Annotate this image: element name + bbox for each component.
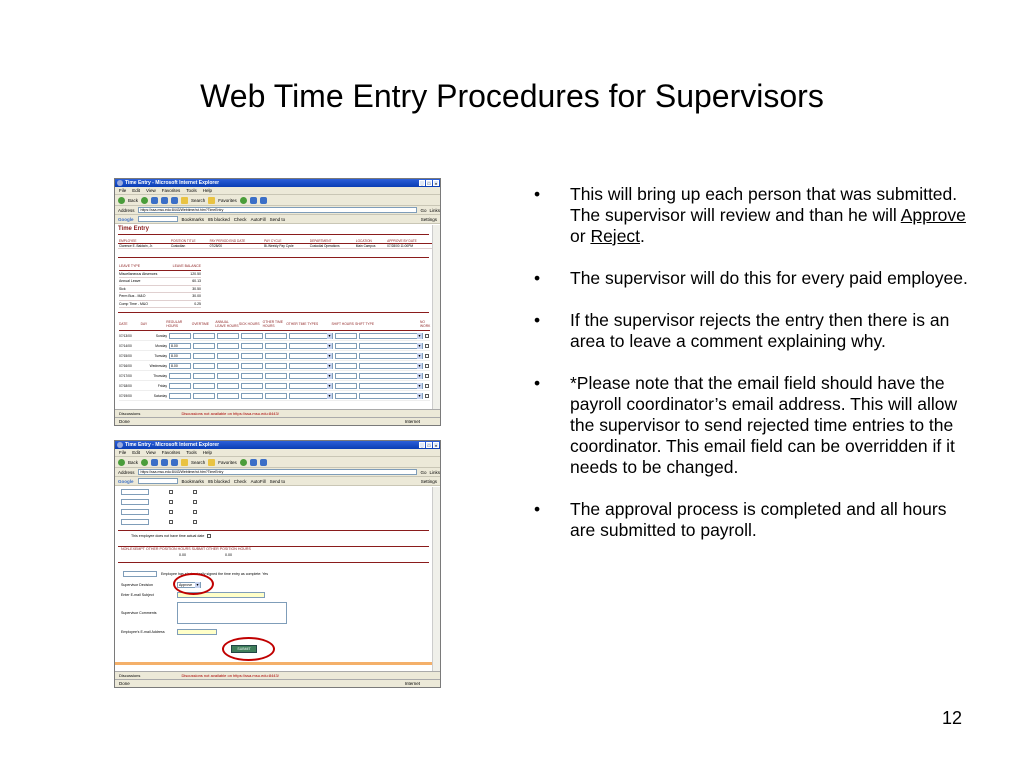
google-toolbar	[115, 215, 440, 224]
row-date: 07/13/00	[119, 333, 132, 338]
menu-help[interactable]: Help	[202, 188, 213, 193]
row-date: 07/14/00	[119, 343, 132, 348]
regular-hours-input[interactable]	[169, 333, 191, 339]
col-employee: EMPLOYEE	[118, 239, 170, 244]
checkbox[interactable]	[169, 490, 173, 494]
home-icon[interactable]	[171, 197, 178, 204]
other-type-select[interactable]	[289, 353, 333, 359]
table-row	[119, 381, 430, 391]
search-icon[interactable]	[181, 197, 188, 204]
col-department: DEPARTMENT	[309, 239, 355, 244]
no-work-checkbox[interactable]	[425, 344, 429, 348]
sick-hours-input[interactable]	[241, 333, 263, 339]
other-type-select[interactable]	[289, 373, 333, 379]
maximize-icon[interactable]: □	[427, 181, 431, 186]
vertical-scrollbar[interactable]	[432, 225, 440, 409]
status-bar: Done Internet	[115, 417, 440, 426]
table-row	[119, 371, 430, 381]
divider	[118, 234, 429, 235]
favorites-label[interactable]: Favorites	[218, 197, 237, 203]
page-content	[115, 225, 432, 409]
col-pay-cycle: PAY CYCLE	[263, 239, 309, 244]
menu-bar	[115, 187, 440, 195]
annual-leave-input[interactable]	[217, 373, 239, 379]
toolbar	[115, 195, 440, 206]
sick-hours-input[interactable]	[241, 353, 263, 359]
bullet-dot: •	[534, 184, 541, 204]
page-title: Time Entry	[118, 226, 149, 232]
hours-input[interactable]	[121, 499, 149, 505]
no-work-checkbox[interactable]	[425, 384, 429, 388]
time-entry-grid	[119, 317, 430, 401]
overtime-input[interactable]	[193, 393, 215, 399]
overtime-input[interactable]	[193, 363, 215, 369]
shift-hours-input[interactable]	[335, 373, 357, 379]
minimize-icon[interactable]: _	[420, 443, 424, 448]
menu-tools[interactable]: Tools	[186, 450, 197, 455]
menu-view[interactable]: View	[146, 450, 156, 455]
back-icon[interactable]	[118, 197, 125, 204]
row-date: 07/15/00	[119, 353, 132, 358]
employee-email-label: Employee's E-mail Address	[121, 630, 165, 634]
window-titlebar	[115, 179, 440, 187]
autofill-button[interactable]: AutoFill	[250, 478, 266, 484]
row-day: Monday	[155, 343, 167, 348]
bullet-dot: •	[534, 310, 541, 330]
overtime-input[interactable]	[193, 353, 215, 359]
mail-icon[interactable]	[250, 197, 257, 204]
supervisor-comments-label: Supervisor Comments	[121, 611, 157, 615]
other-type-select[interactable]	[289, 343, 333, 349]
search-icon[interactable]	[181, 459, 188, 466]
other-hours-input[interactable]	[265, 363, 287, 369]
overtime-input[interactable]	[193, 333, 215, 339]
address-input[interactable]: https://ssa.msu.edu:8443/Webtime/wt.htm?TimeEntry	[138, 469, 418, 475]
col-pay-period: PAY PERIOD END DATE	[209, 239, 264, 244]
leave-row: Perm Bus - M&O 30.00	[119, 293, 201, 301]
table-row	[119, 341, 430, 351]
shift-hours-input[interactable]	[335, 353, 357, 359]
annual-leave-input[interactable]	[217, 363, 239, 369]
signature-box	[123, 571, 157, 577]
row-date: 07/17/00	[119, 373, 132, 378]
no-work-checkbox[interactable]	[425, 334, 429, 338]
vertical-scrollbar[interactable]	[432, 487, 440, 671]
menu-bar	[115, 449, 440, 457]
shift-hours-input[interactable]	[335, 383, 357, 389]
google-search-input[interactable]	[138, 216, 178, 222]
annual-leave-input[interactable]	[217, 383, 239, 389]
bookmarks-button[interactable]: Bookmarks	[181, 478, 205, 484]
discussions-bar: Discussions Discussions not available on https://ssa.msu.edu:8443/	[115, 409, 440, 417]
search-label[interactable]: Search	[191, 459, 206, 465]
google-toolbar	[115, 477, 440, 486]
sick-hours-input[interactable]	[241, 363, 263, 369]
bullet-item: • If the supervisor rejects the entry then there is an area to leave a comment explaining why.	[534, 310, 950, 351]
links-button[interactable]: Links	[429, 469, 440, 475]
bullet-list	[534, 184, 974, 562]
annual-leave-input[interactable]	[217, 353, 239, 359]
sendto-button[interactable]: Send to	[269, 216, 286, 222]
divider	[118, 312, 429, 313]
no-time-checkbox[interactable]	[207, 534, 211, 538]
employee-info-table	[118, 239, 432, 249]
menu-file[interactable]: File	[119, 188, 127, 193]
address-bar	[115, 468, 440, 477]
go-button[interactable]: Go	[420, 207, 427, 213]
address-input[interactable]: https://ssa.msu.edu:8443/Webtime/wt.htm?TimeEntry	[138, 207, 418, 213]
other-type-select[interactable]	[289, 363, 333, 369]
check-button[interactable]: Check	[233, 478, 247, 484]
leave-row: Sick 30.50	[119, 286, 201, 294]
row-day: Wednesday	[149, 363, 167, 368]
window-titlebar	[115, 441, 440, 449]
links-button[interactable]: Links	[429, 207, 440, 213]
checkbox[interactable]	[193, 520, 197, 524]
divider	[118, 257, 429, 258]
status-bar: Done Internet	[115, 679, 440, 688]
regular-hours-input[interactable]	[169, 373, 191, 379]
hours-input[interactable]	[121, 489, 149, 495]
minimize-icon[interactable]: _	[420, 181, 424, 186]
popup-blocked-button[interactable]: 85 blocked	[208, 478, 230, 484]
refresh-icon[interactable]	[161, 197, 168, 204]
favorites-icon[interactable]	[208, 197, 215, 204]
shift-hours-input[interactable]	[335, 363, 357, 369]
window-title: Time Entry - Microsoft Internet Explorer	[125, 180, 220, 186]
sick-hours-input[interactable]	[241, 393, 263, 399]
regular-hours-input[interactable]: 8.00	[169, 363, 191, 369]
refresh-icon[interactable]	[161, 459, 168, 466]
popup-blocked-button[interactable]: 85 blocked	[208, 216, 230, 222]
row-date: 07/19/00	[119, 393, 132, 398]
mail-icon[interactable]	[250, 459, 257, 466]
checkbox[interactable]	[169, 500, 173, 504]
sick-hours-input[interactable]	[241, 373, 263, 379]
table-row	[119, 351, 430, 361]
maximize-icon[interactable]: □	[427, 443, 431, 448]
print-icon[interactable]	[260, 197, 267, 204]
bullet-dot: •	[534, 499, 541, 519]
divider	[118, 562, 429, 563]
sendto-button[interactable]: Send to	[269, 478, 286, 484]
home-icon[interactable]	[171, 459, 178, 466]
col-approve-by: APPROVE BY DATE	[386, 239, 432, 244]
other-type-select[interactable]	[289, 383, 333, 389]
discussions-bar: Discussions Discussions not available on https://ssa.msu.edu:8443/	[115, 671, 440, 679]
total-value-2: 0.00	[225, 553, 232, 557]
row-day: Sunday	[155, 333, 167, 338]
shift-type-select[interactable]	[359, 333, 423, 339]
table-row	[119, 391, 430, 401]
media-icon[interactable]	[240, 197, 247, 204]
ie-logo-icon	[117, 180, 123, 186]
check-button[interactable]: Check	[233, 216, 247, 222]
other-type-select[interactable]	[289, 393, 333, 399]
leave-balance-table: LEAVE TYPE LEAVE BALANCE Miscellaneous Absences 120.50 Annual Leave 60.13 Sick 30.50 Perm Bus - M&O 30.00 Comp Time - M&O 0.25	[119, 263, 201, 308]
overtime-input[interactable]	[193, 383, 215, 389]
bullet-item: • This will bring up each person that was submitted. The supervisor will review and than he will Approve or Reject.	[534, 184, 966, 246]
bullet-item: • The approval process is completed and all hours are submitted to payroll.	[534, 499, 947, 540]
address-bar	[115, 206, 440, 215]
regular-hours-input[interactable]: 8.00	[169, 353, 191, 359]
leave-row: Comp Time - M&O 0.25	[119, 301, 201, 309]
leave-row: Miscellaneous Absences 120.50	[119, 271, 201, 279]
menu-favorites[interactable]: Favorites	[161, 450, 181, 455]
other-hours-input[interactable]	[265, 353, 287, 359]
google-label: Google	[118, 216, 134, 222]
stop-icon[interactable]	[151, 197, 158, 204]
bullet-item: • *Please note that the email field should have the payroll coordinator’s email address. This will allow the supervisor to send rejected time entries to the coordinator. This email field can be overridden if it needs to be changed.	[534, 373, 958, 477]
menu-favorites[interactable]: Favorites	[161, 188, 181, 193]
bookmarks-button[interactable]: Bookmarks	[181, 216, 205, 222]
favorites-icon[interactable]	[208, 459, 215, 466]
ie-window-time-entry-top	[114, 178, 441, 426]
row-date: 07/16/00	[119, 363, 132, 368]
table-row: Clarence E. Baldwin, Jr. Custodian 07/28/00 Bi-Weekly Pay Cycle Custodial Operations Main Campus 07/28/00 11:00PM	[118, 244, 432, 249]
window-title: Time Entry - Microsoft Internet Explorer	[125, 442, 220, 448]
regular-hours-input[interactable]: 8.00	[169, 343, 191, 349]
hours-input[interactable]	[121, 509, 149, 515]
checkbox[interactable]	[169, 520, 173, 524]
menu-file[interactable]: File	[119, 450, 127, 455]
row-day: Tuesday	[154, 353, 167, 358]
other-hours-input[interactable]	[265, 393, 287, 399]
annual-leave-input[interactable]	[217, 343, 239, 349]
menu-tools[interactable]: Tools	[186, 188, 197, 193]
reject-link-text: Reject	[590, 226, 641, 246]
other-type-select[interactable]	[289, 333, 333, 339]
submit-highlight-circle	[222, 637, 275, 661]
decision-highlight-circle	[173, 573, 214, 595]
grid-header: DATE DAY REGULAR HOURS OVERTIME ANNUAL LEAVE HOURS SICK HOURS OTHER TIME HOURS OTHER TIME TYPES SHIFT HOURS SHIFT TYPE NO WORK	[119, 317, 430, 331]
row-date: 07/18/00	[119, 383, 132, 388]
go-button[interactable]: Go	[420, 469, 427, 475]
no-work-checkbox[interactable]	[425, 354, 429, 358]
divider	[118, 530, 429, 531]
submit-button[interactable]: SUBMIT	[231, 645, 257, 653]
page-number: 12	[941, 708, 962, 728]
menu-edit[interactable]: Edit	[132, 450, 141, 455]
regular-hours-input[interactable]	[169, 383, 191, 389]
employee-email-input[interactable]	[177, 629, 217, 635]
close-icon[interactable]: ×	[434, 181, 438, 186]
totals-header: NON-EXEMPT OTHER POSITION HOURS SUBMIT OTHER POSITION HOURS	[121, 547, 251, 551]
back-icon[interactable]	[118, 459, 125, 466]
sick-hours-input[interactable]	[241, 383, 263, 389]
no-time-row: This employee does not have time actual date	[131, 534, 211, 538]
shift-type-select[interactable]	[359, 353, 423, 359]
no-work-checkbox[interactable]	[425, 364, 429, 368]
shift-hours-input[interactable]	[335, 333, 357, 339]
shift-hours-input[interactable]	[335, 393, 357, 399]
shift-type-select[interactable]	[359, 363, 423, 369]
forward-icon[interactable]	[141, 459, 148, 466]
shift-type-select[interactable]	[359, 343, 423, 349]
shift-hours-input[interactable]	[335, 343, 357, 349]
back-label[interactable]: Back	[128, 459, 139, 465]
ie-logo-icon	[117, 442, 123, 448]
shift-type-select[interactable]	[359, 373, 423, 379]
address-label: Address	[118, 207, 135, 213]
shift-type-select[interactable]	[359, 383, 423, 389]
checkbox[interactable]	[193, 510, 197, 514]
other-hours-input[interactable]	[265, 383, 287, 389]
col-location: LOCATION	[355, 239, 386, 244]
ie-window-time-entry-bottom	[114, 440, 441, 688]
row-day: Friday	[157, 383, 167, 388]
supervisor-decision-select[interactable]: Approve ▾	[177, 582, 201, 588]
bullet-dot: •	[534, 268, 541, 288]
row-day: Thursday	[153, 373, 167, 378]
other-hours-input[interactable]	[265, 333, 287, 339]
table-row	[119, 361, 430, 371]
supervisor-comments-textarea[interactable]	[177, 602, 287, 624]
checkbox[interactable]	[169, 510, 173, 514]
page-content	[115, 487, 432, 671]
settings-button[interactable]: Settings	[420, 216, 437, 222]
hours-input[interactable]	[121, 519, 149, 525]
settings-button[interactable]: Settings	[420, 478, 437, 484]
row-day: Saturday	[153, 393, 167, 398]
other-hours-input[interactable]	[265, 373, 287, 379]
close-icon[interactable]: ×	[434, 443, 438, 448]
employee-signed-text: Employee has electronically signed the time entry as complete: Yes	[161, 572, 269, 576]
shift-type-select[interactable]	[359, 393, 423, 399]
forward-icon[interactable]	[141, 197, 148, 204]
stop-icon[interactable]	[151, 459, 158, 466]
menu-edit[interactable]: Edit	[132, 188, 141, 193]
leave-row: Annual Leave 60.13	[119, 278, 201, 286]
col-position: POSITION TITLE	[170, 239, 209, 244]
bullet-dot: •	[534, 373, 541, 393]
address-label: Address	[118, 469, 135, 475]
overtime-input[interactable]	[193, 373, 215, 379]
annual-leave-input[interactable]	[217, 333, 239, 339]
no-work-checkbox[interactable]	[425, 394, 429, 398]
autofill-button[interactable]: AutoFill	[250, 216, 266, 222]
total-value-1: 0.00	[179, 553, 186, 557]
overtime-input[interactable]	[193, 343, 215, 349]
google-search-input[interactable]	[138, 478, 178, 484]
media-icon[interactable]	[240, 459, 247, 466]
back-label[interactable]: Back	[128, 197, 139, 203]
search-label[interactable]: Search	[191, 197, 206, 203]
google-label: Google	[118, 478, 134, 484]
no-work-checkbox[interactable]	[425, 374, 429, 378]
bullet-item: • The supervisor will do this for every paid employee.	[534, 268, 968, 288]
regular-hours-input[interactable]	[169, 393, 191, 399]
sick-hours-input[interactable]	[241, 343, 263, 349]
email-subject-label: Enter E-mail Subject	[121, 593, 154, 597]
approve-link-text: Approve	[900, 205, 966, 225]
table-row	[119, 331, 430, 341]
slide-title: Web Time Entry Procedures for Supervisors	[200, 78, 824, 114]
favorites-label[interactable]: Favorites	[218, 459, 237, 465]
checkbox[interactable]	[193, 490, 197, 494]
annual-leave-input[interactable]	[217, 393, 239, 399]
menu-view[interactable]: View	[146, 188, 156, 193]
checkbox[interactable]	[193, 500, 197, 504]
progress-strip	[115, 662, 432, 665]
menu-help[interactable]: Help	[202, 450, 213, 455]
supervisor-decision-label: Supervisor Decision	[121, 583, 153, 587]
print-icon[interactable]	[260, 459, 267, 466]
toolbar	[115, 457, 440, 468]
other-hours-input[interactable]	[265, 343, 287, 349]
residual-grid-rows	[121, 487, 421, 527]
